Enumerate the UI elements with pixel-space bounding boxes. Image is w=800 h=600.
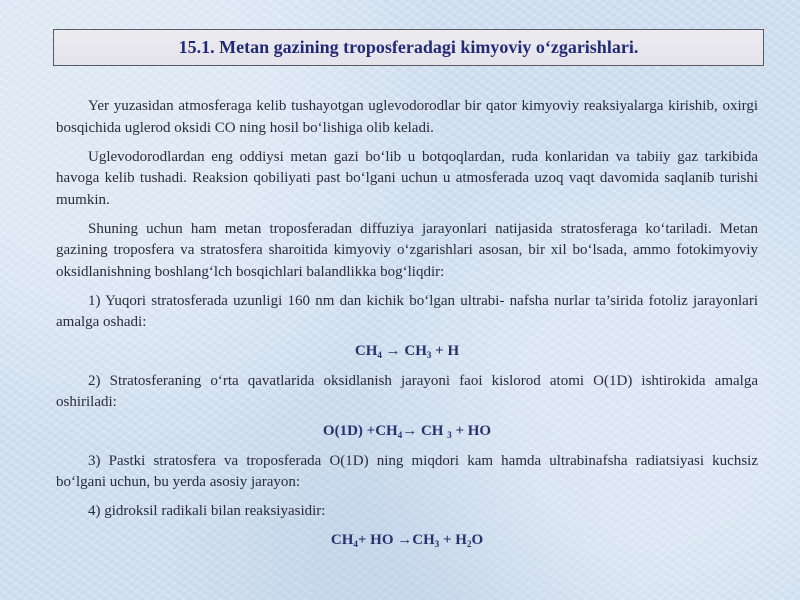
- formula-text: O: [471, 532, 484, 548]
- formula-subscript: 3: [434, 539, 440, 549]
- paragraph-5: 2) Stratosferaning o‘rta qavatlarida oksidlanish jarayoni faoi kislorod atomi O(1D) ishtirokida amalga oshiriladi:: [56, 372, 758, 410]
- formula-text: CH: [330, 532, 354, 548]
- formula-text: O(1D) +CH: [322, 423, 398, 439]
- paragraph-3: Shuning uchun ham metan troposferadan diffuziya jarayonlari natijasida stratosferaga ko‘tariladi. Metan gazining troposfera va stratosfera sharoitida kimyoviy o‘zgarishlari asosan, bir xil bo‘lsada, ammo fotokimyoviy oksidlanishning boshlang‘lch bosqichlari balandlikka bog‘liqdir:: [56, 220, 758, 280]
- formula-subscript: 2: [466, 539, 472, 549]
- page-title: 15.1. Metan gazining troposferadagi kimyoviy o‘zgarishlari.: [178, 37, 639, 57]
- formula-text: CH: [354, 343, 378, 359]
- paragraph-2: Uglevodorodlardan eng oddiysi metan gazi bo‘lib u botqoqlardan, ruda konlaridan va tabiiy gaz tarkibida havoga kelib tushadi. Reaksion qobiliyati past bo‘lgani uchun u atmosferada uzoq vaqt davomida saqlanib turishi mumkin.: [56, 148, 758, 208]
- paragraph-1: Yer yuzasidan atmosferaga kelib tushayotgan uglevodorodlar bir qator kimyoviy reaksiyalarga kirishib, oxirgi bosqichida uglerod oksidi CO ning hosil bo‘lishiga olib keladi.: [56, 98, 758, 136]
- paragraph-4: 1) Yuqori stratosferada uzunligi 160 nm dan kichik bo‘lgan ultrabi- nafsha nurlar ta’sirida fotoliz jarayonlari amalga oshadi:: [56, 292, 758, 330]
- formula-text: + HO: [451, 423, 492, 439]
- title-box: [53, 29, 764, 66]
- paragraph-6: 3) Pastki stratosfera va troposferada O(1D) ning miqdori kam hamda ultrabinafsha radiatsiyasi kuchsiz bo‘lgani uchun, bu yerda asosiy jarayon:: [56, 452, 758, 490]
- paragraph-7: 4) gidroksil radikali bilan reaksiyasidir:: [88, 503, 326, 519]
- formula-subscript: 4: [377, 350, 382, 360]
- formula-subscript: 3: [447, 430, 452, 440]
- formula-oxidation: [56, 421, 758, 443]
- formula-subscript: 3: [426, 350, 432, 360]
- formula-arrow: →: [402, 423, 421, 439]
- formula-text: + H: [439, 532, 467, 548]
- formula-subscript: 4: [397, 430, 403, 440]
- formula-text: + HO →CH: [357, 532, 435, 548]
- formula-hydroxyl: [56, 530, 758, 552]
- formula-subscript: 4: [353, 539, 358, 549]
- formula-text: + H: [431, 343, 460, 359]
- content-body: [56, 96, 758, 560]
- formula-text: CH: [404, 343, 427, 359]
- formula-arrow: →: [381, 343, 405, 359]
- formula-photolysis: [56, 341, 758, 363]
- formula-text: CH: [420, 423, 448, 439]
